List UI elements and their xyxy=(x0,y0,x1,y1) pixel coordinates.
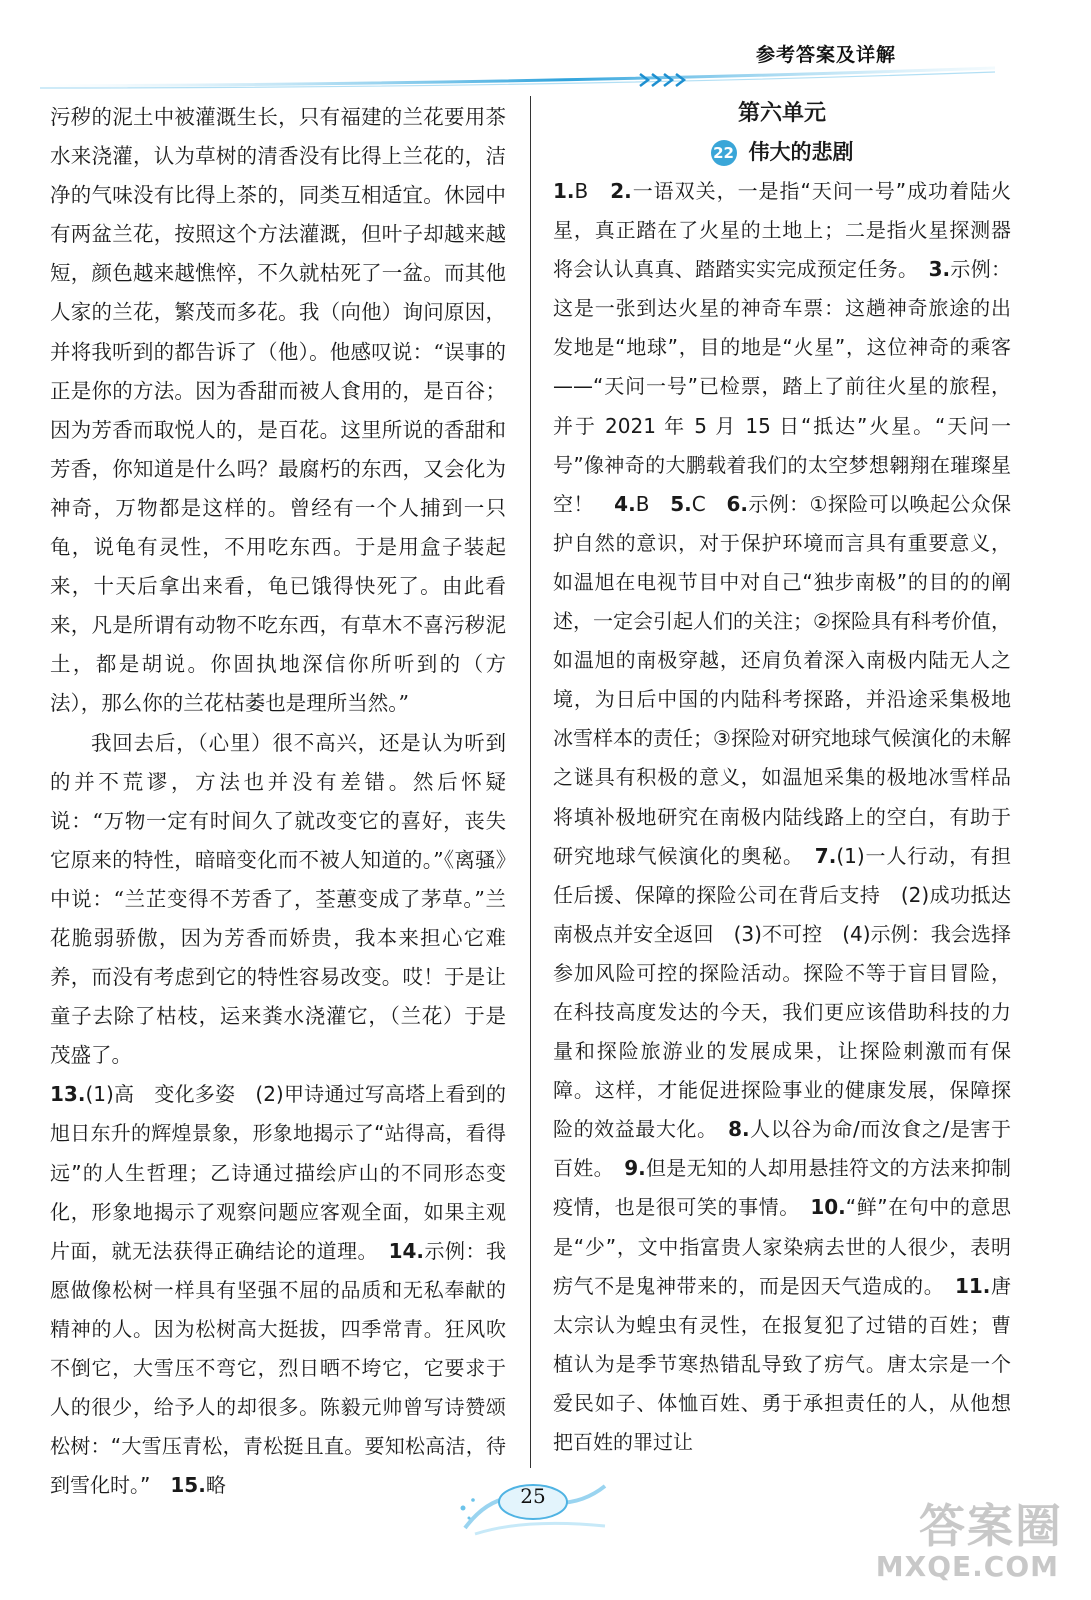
answer-text: “鲜”在句中的意思是“少”，文中指富贵人家染病去世的人很少，表明疠气不是鬼神带来的，而是因天气造成的。 xyxy=(553,1195,1011,1298)
header-title: 参考答案及详解 xyxy=(756,44,897,66)
lesson-number-badge: 22 xyxy=(711,140,737,166)
answer-text: B xyxy=(635,491,671,516)
left-column xyxy=(50,98,506,1505)
question-number: 4. xyxy=(614,491,636,516)
header-decoration xyxy=(40,66,995,92)
page-number: 25 xyxy=(520,1484,546,1508)
question-number: 10. xyxy=(810,1195,846,1220)
answer-text: 但是无知的人却用悬挂符文的方法来抑制疫情，也是很可笑的事情。 xyxy=(553,1156,1012,1220)
question-number: 1. xyxy=(553,179,575,203)
lesson-heading xyxy=(553,134,1011,170)
question-number: 5. xyxy=(670,491,692,516)
question-number: 9. xyxy=(624,1156,646,1181)
question-number: 8. xyxy=(728,1117,750,1142)
answer-text: 示例：我愿做像松树一样具有坚强不屈的品质和无私奉献的精神的人。因为松树高大挺拔，四季常青。狂风吹不倒它，大雪压不弯它，烈日晒不垮它，它要求于人的很少，给予人的却很多。陈毅元帅曾写诗赞颂松树：“大雪压青松，青松挺且直。要知松高洁，待到雪化时。” xyxy=(50,1238,507,1498)
answer-text: 唐太宗认为蝗虫有灵性，在报复犯了过错的百姓；曹植认为是季节寒热错乱导致了疠气。唐太宗是一个爱民如子、体恤百姓、勇于承担责任的人，从他想把百姓的罪过让 xyxy=(553,1273,1012,1454)
answer-text: 略 xyxy=(205,1473,226,1498)
site-watermark xyxy=(875,1490,1063,1590)
answer-text: 示例：①探险可以唤起公众保护自然的意识，对于保护环境而言具有重要意义，如温旭在电视节目中对自己“独步南极”的目的的阐述，一定会引起人们的关注；②探险具有科考价值，如温旭的南极穿越，还肩负着深入南极内陆无人之境，为日后中国的内陆科考探路，并沿途采集极地冰雪样本的责任；③探险对研究地球气候演化的未解之谜具有积极的意义，如温旭采集的极地冰雪样品将填补极地研究在南极内陆线路上的空白，有助于研究地球气候演化的奥秘。 xyxy=(553,491,1011,868)
right-column xyxy=(553,96,1011,1462)
question-number: 11. xyxy=(954,1273,991,1298)
answer-text: B xyxy=(574,179,611,203)
answer-text: 人以谷为命/而汝食之/是害于百姓。 xyxy=(553,1117,1011,1181)
arrow-chevrons-icon xyxy=(640,74,684,86)
watermark-logo-text: 答案圈 xyxy=(919,1499,1063,1553)
translation-paragraph-2: 我回去后，（心里）很不高兴，还是认为听到的并不荒谬，方法也并没有差错。然后怀疑说：“万物一定有时间久了就改变它的喜好，丧失它原来的特性，暗暗变化而不被人知道的。”《离骚》中说：“兰芷变得不芳香了，荃蕙变成了茅草。”兰花脆弱骄傲，因为芳香而娇贵，我本来担心它难养，而没有考虑到它的特性容易改变。哎！于是让童子去除了枯枝，运来粪水浇灌它，（兰花）于是茂盛了。 xyxy=(50,730,506,1068)
question-number: 6. xyxy=(726,491,748,516)
answer-13-14-15 xyxy=(50,1075,506,1505)
question-number: 15. xyxy=(170,1473,206,1498)
column-divider xyxy=(530,96,531,1468)
question-number: 14. xyxy=(388,1238,425,1263)
unit-title: 第六单元 xyxy=(737,101,826,126)
question-number: 3. xyxy=(928,257,951,282)
question-number: 13. xyxy=(50,1082,86,1107)
lesson-title: 伟大的悲剧 xyxy=(748,140,854,164)
watermark-url: MXQE.COM xyxy=(875,1550,1059,1583)
answer-text: 示例：这是一张到达火星的神奇车票：这趟神奇旅途的出发地是“地球”，目的地是“火星”，这位神奇的乘客——“天问一号”已检票，踏上了前往火星的旅程，并于 2021 年 5 月 15 日“抵达”火星。“天问一号”像神奇的大鹏载着我们的太空梦想翱翔在璀璨星空！ xyxy=(553,257,1012,516)
translation-paragraph-1: 污秽的泥土中被灌溉生长，只有福建的兰花要用茶水来浇灌，认为草树的清香没有比得上兰花的，洁净的气味没有比得上茶的，同类互相适宜。休园中有两盆兰花，按照这个方法灌溉，但叶子却越来越短，颜色越来越憔悴，不久就枯死了一盆。而其他人家的兰花，繁茂而多花。我（向他）询问原因，并将我听到的都告诉了（他）。他感叹说：“误事的正是你的方法。因为香甜而被人食用的，是百谷；因为芳香而取悦人的，是百花。这里所说的香甜和芳香，你知道是什么吗？最腐朽的东西，又会化为神奇，万物都是这样的。曾经有一个人捕到一只龟，说龟有灵性，不用吃东西。于是用盒子装起来，十天后拿出来看，龟已饿得快死了。由此看来，凡是所谓有动物不吃东西，有草木不喜污秽泥土，都是胡说。你固执地深信你所听到的（方法），那么你的兰花枯萎也是理所当然。” xyxy=(50,105,506,716)
answer-text: C xyxy=(691,491,727,516)
answer-text: 一语双关，一是指“天问一号”成功着陆火星，真正踏在了火星的土地上；二是指火星探测器将会认认真真、踏踏实实完成预定任务。 xyxy=(553,179,1011,282)
answers-block xyxy=(553,172,1011,1462)
answer-text: (1)高 变化多姿 (2)甲诗通过写高塔上看到的旭日东升的辉煌景象，形象地揭示了“站得高，看得远”的人生哲理；乙诗通过描绘庐山的不同形态变化，形象地揭示了观察问题应客观全面，如果主观片面，就无法获得正确结论的道理。 xyxy=(50,1082,506,1263)
question-number: 7. xyxy=(814,843,837,868)
answer-text: (1)一人行动，有担任后援、保障的探险公司在背后支持 (2)成功抵达南极点并安全返回 (3)不可控 (4)示例：我会选择参加风险可控的探险活动。探险不等于盲目冒险，在科技高度发达的今天，我们更应该借助科技的力量和探险旅游业的发展成果，让探险刺激而有保障。这样，才能促进探险事业的健康发展，保障探险的效益最大化。 xyxy=(553,843,1011,1142)
question-number: 2. xyxy=(610,179,632,203)
